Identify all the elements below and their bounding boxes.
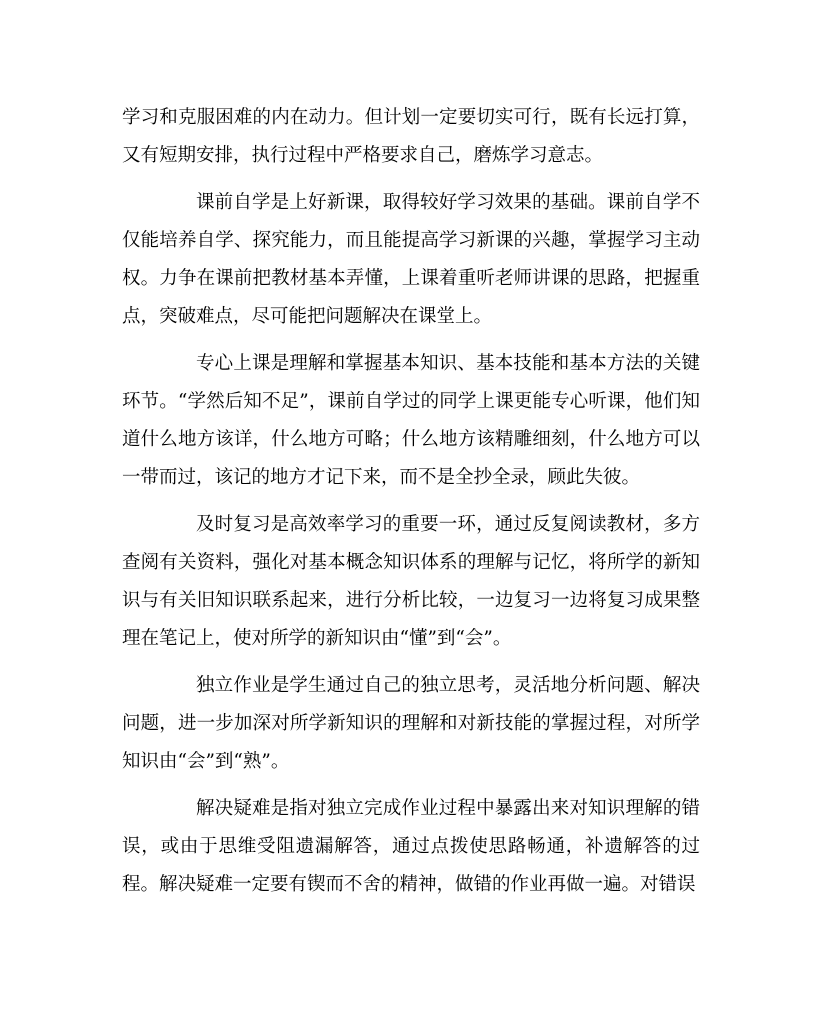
paragraph-independent-homework: 独立作业是学生通过自己的独立思考，灵活地分析问题、解决问题，进一步加深对所学新知识的理解和对新技能的掌握过程，对所学知识由“会”到“熟”。 bbox=[122, 675, 700, 772]
paragraph-continued: 学习和克服困难的内在动力。但计划一定要切实可行，既有长远打算，又有短期安排，执行过程中严格要求自己，磨炼学习意志。 bbox=[122, 107, 700, 166]
paragraph-timely-review: 及时复习是高效率学习的重要一环，通过反复阅读教材，多方查阅有关资料，强化对基本概念知识体系的理解与记忆，将所学的新知识与有关旧知识联系起来，进行分析比较，一边复习一边将复习成果整理在笔记上，使对所学的新知识由“懂”到“会”。 bbox=[122, 514, 700, 649]
paragraph-preview-study: 课前自学是上好新课，取得较好学习效果的基础。课前自学不仅能培养自学、探究能力，而且能提高学习新课的兴趣，掌握学习主动权。力争在课前把教材基本弄懂，上课着重听老师讲课的思路，把握重点，突破难点，尽可能把问题解决在课堂上。 bbox=[122, 192, 700, 327]
paragraph-resolve-difficulties: 解决疑难是指对独立完成作业过程中暴露出来对知识理解的错误，或由于思维受阻遗漏解答，通过点拨使思路畅通，补遗解答的过程。解决疑难一定要有锲而不舍的精神，做错的作业再做一遍。对错误 bbox=[122, 798, 700, 895]
paragraph-attend-class: 专心上课是理解和掌握基本知识、基本技能和基本方法的关键环节。“学然后知不足”，课前自学过的同学上课更能专心听课，他们知道什么地方该详，什么地方可略；什么地方该精雕细刻，什么地方可以一带而过，该记的地方才记下来，而不是全抄全录，顾此失彼。 bbox=[122, 353, 700, 488]
